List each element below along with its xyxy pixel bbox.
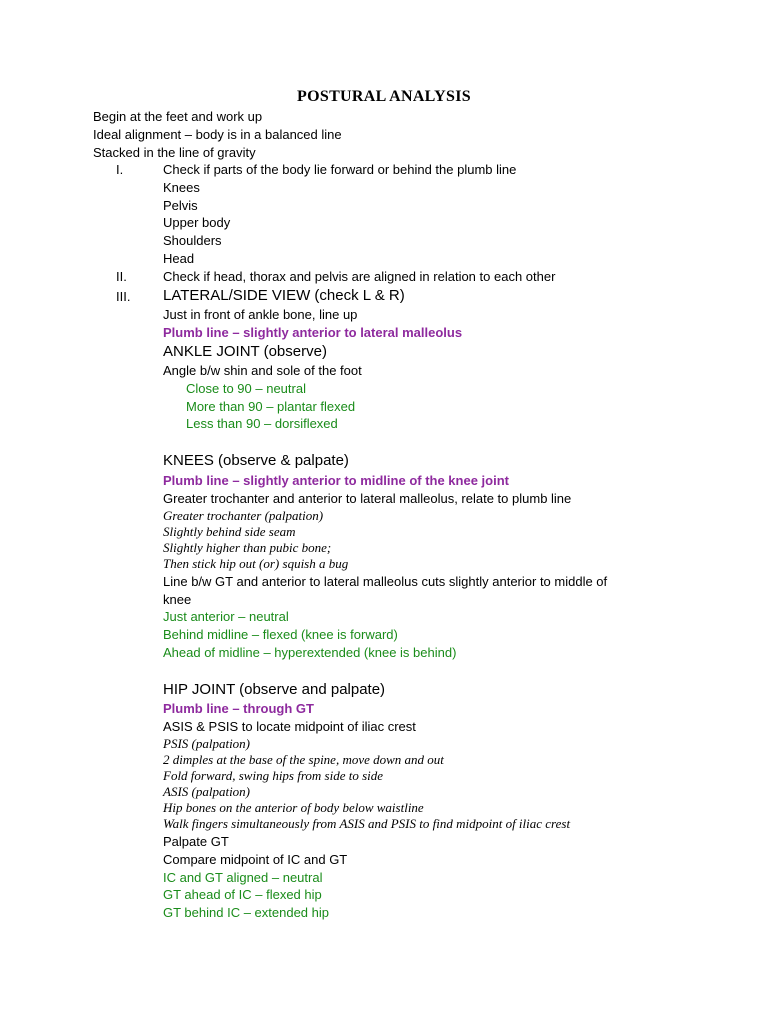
result-line: IC and GT aligned – neutral bbox=[163, 870, 323, 885]
result-line: GT behind IC – extended hip bbox=[163, 905, 329, 920]
section-heading: LATERAL/SIDE VIEW (check L & R) bbox=[163, 287, 405, 304]
result-line: Less than 90 – dorsiflexed bbox=[186, 416, 338, 431]
text-line: Angle b/w shin and sole of the foot bbox=[163, 363, 362, 378]
intro-line: Begin at the feet and work up bbox=[93, 109, 263, 124]
section-numeral: I. bbox=[116, 162, 124, 177]
palpation-note: PSIS (palpation) bbox=[163, 736, 251, 751]
list-item: Upper body bbox=[163, 215, 231, 230]
plumb-line-note: Plumb line – through GT bbox=[163, 701, 314, 716]
list-item: Head bbox=[163, 251, 195, 266]
palpation-note: Slightly behind side seam bbox=[163, 524, 296, 539]
section-heading: Check if head, thorax and pelvis are aligned in relation to each other bbox=[163, 269, 556, 284]
subsection-heading: ANKLE JOINT (observe) bbox=[163, 343, 327, 360]
palpation-note: Slightly higher than pubic bone; bbox=[163, 540, 332, 555]
section-heading: Check if parts of the body lie forward or behind the plumb line bbox=[163, 162, 517, 177]
text-line: Compare midpoint of IC and GT bbox=[163, 852, 348, 867]
list-item: Pelvis bbox=[163, 198, 198, 213]
text-line: Palpate GT bbox=[163, 834, 229, 849]
text-line: Greater trochanter and anterior to lateral malleolus, relate to plumb line bbox=[163, 491, 572, 506]
list-item: Knees bbox=[163, 180, 200, 195]
palpation-note: Then stick hip out (or) squish a bug bbox=[163, 556, 349, 571]
text-line: Line b/w GT and anterior to lateral malleolus cuts slightly anterior to middle of bbox=[163, 574, 608, 589]
palpation-note: 2 dimples at the base of the spine, move down and out bbox=[163, 752, 444, 767]
result-line: Behind midline – flexed (knee is forward) bbox=[163, 627, 398, 642]
subsection-heading: KNEES (observe & palpate) bbox=[163, 452, 349, 469]
palpation-note: Greater trochanter (palpation) bbox=[163, 508, 324, 523]
section-numeral: III. bbox=[116, 289, 131, 304]
result-line: Close to 90 – neutral bbox=[186, 381, 306, 396]
palpation-note: Fold forward, swing hips from side to side bbox=[163, 768, 384, 783]
plumb-line-note: Plumb line – slightly anterior to midline of the knee joint bbox=[163, 473, 509, 488]
result-line: More than 90 – plantar flexed bbox=[186, 399, 356, 414]
text-line: knee bbox=[163, 592, 192, 607]
palpation-note: Hip bones on the anterior of body below waistline bbox=[163, 800, 424, 815]
page-title: POSTURAL ANALYSIS bbox=[297, 88, 471, 105]
section-numeral: II. bbox=[116, 269, 127, 284]
list-item: Shoulders bbox=[163, 233, 222, 248]
subsection-heading: HIP JOINT (observe and palpate) bbox=[163, 681, 386, 698]
plumb-line-note: Plumb line – slightly anterior to lateral malleolus bbox=[163, 325, 463, 340]
intro-line: Stacked in the line of gravity bbox=[93, 145, 256, 160]
text-line: ASIS & PSIS to locate midpoint of iliac crest bbox=[163, 719, 416, 734]
intro-line: Ideal alignment – body is in a balanced line bbox=[93, 127, 342, 142]
result-line: Just anterior – neutral bbox=[163, 609, 289, 624]
result-line: Ahead of midline – hyperextended (knee is behind) bbox=[163, 645, 457, 660]
palpation-note: Walk fingers simultaneously from ASIS and PSIS to find midpoint of iliac crest bbox=[163, 816, 571, 831]
palpation-note: ASIS (palpation) bbox=[163, 784, 251, 799]
text-line: Just in front of ankle bone, line up bbox=[163, 307, 358, 322]
result-line: GT ahead of IC – flexed hip bbox=[163, 887, 322, 902]
